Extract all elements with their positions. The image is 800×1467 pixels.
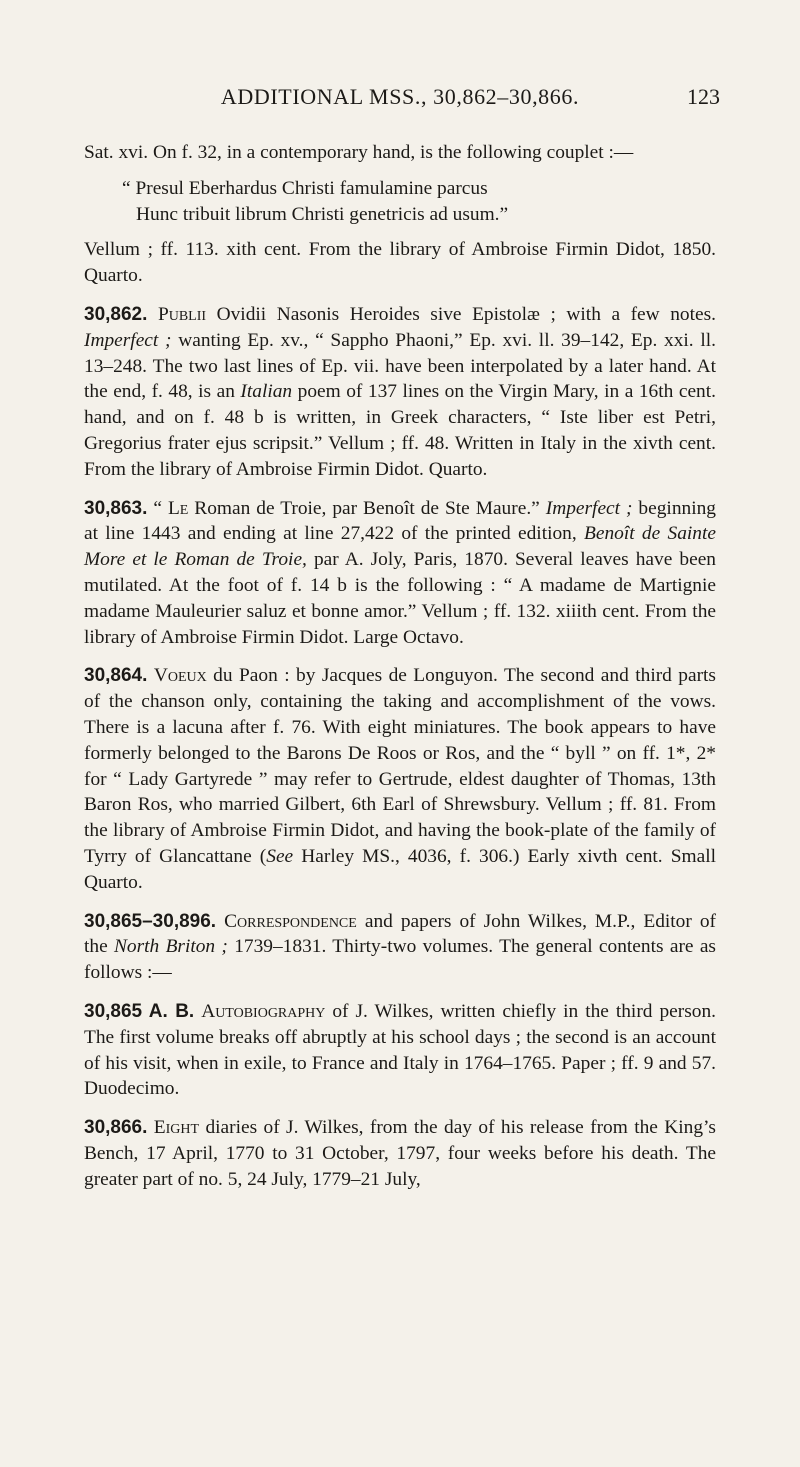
entry-lead-word: Publii bbox=[157, 303, 207, 325]
entry-lead-word: Autobiography bbox=[201, 1000, 326, 1022]
entry-italic-text: Italian bbox=[240, 381, 293, 403]
catalogue-entry bbox=[84, 496, 716, 651]
verse-couplet bbox=[122, 176, 716, 228]
catalogue-entry bbox=[84, 1115, 716, 1192]
entry-number: 30,864. bbox=[84, 665, 148, 687]
entry-italic-text: North Briton ; bbox=[114, 936, 228, 958]
entry-text: 1739–1831. Thirty-two volumes. The general contents are as follows :— bbox=[84, 936, 716, 984]
entry-lead-word: Correspondence bbox=[224, 910, 357, 932]
catalogue-entry bbox=[84, 302, 716, 483]
entry-text: beginning at line 1443 and ending at line 27,422 of the printed edition, bbox=[84, 497, 716, 545]
entry-lead-word: Voeux bbox=[153, 665, 207, 687]
entries-list bbox=[84, 302, 716, 1193]
header-title: ADDITIONAL MSS., 30,862–30,866. bbox=[220, 84, 580, 109]
entry-number: 30,863. bbox=[84, 497, 148, 519]
entry-italic-text: Benoît de Sainte More et le Roman de Troie, bbox=[84, 523, 716, 571]
entry-italic-text: Imperfect ; bbox=[545, 497, 633, 519]
verse-line: Hunc tribuit librum Christi genetricis ad usum.” bbox=[136, 203, 509, 225]
entry-text: Ovidii Nasonis Heroides sive Epistolæ ; with a few notes. bbox=[206, 303, 716, 325]
verse-line: “ Presul Eberhardus Christi famulamine parcus bbox=[122, 177, 488, 199]
catalogue-entry bbox=[84, 663, 716, 895]
entry-lead-word: Eight bbox=[153, 1117, 200, 1139]
intro-description: Vellum ; ff. 113. xith cent. From the library of Ambroise Firmin Didot, 1850. Quarto. bbox=[84, 239, 716, 287]
entry-text: du Paon : by Jacques de Longuyon. The second and third parts of the chanson only, containing the taking and accomplishment of the vows. There is a lacuna after f. 76. With eight miniatures. The book appears to have formerly belonged to the Barons De Roos or Ros, and the “ byll ” on ff. 1*, 2* for “ Lady Gartyrede ” may refer to Gertrude, eldest daughter of Thomas, 13th Baron Ros, who married Gilbert, 6th Earl of Shrewsbury. Vellum ; ff. 81. From the library of Ambroise Firmin Didot, and having the book-plate of the family of Tyrry of Glancattane ( bbox=[84, 665, 716, 867]
entry-text: Harley MS., 4036, f. 306.) Early xivth cent. Small Quarto. bbox=[84, 845, 716, 893]
entry-text: and papers of John Wilkes, M.P., Editor of the bbox=[84, 910, 716, 958]
entry-lead-word: “ Le bbox=[153, 497, 189, 519]
entry-number: 30,865 A. B. bbox=[84, 1000, 195, 1022]
entry-number: 30,865–30,896. bbox=[84, 910, 217, 932]
catalogue-entry bbox=[84, 999, 716, 1102]
entry-italic-text: See bbox=[266, 845, 294, 867]
entry-text: Roman de Troie, par Benoît de Ste Maure.” bbox=[188, 497, 546, 519]
catalogue-entry bbox=[84, 909, 716, 986]
intro-paragraph: Sat. xvi. On f. 32, in a contemporary hand, is the following couplet :— bbox=[84, 142, 634, 163]
running-header bbox=[0, 78, 800, 118]
entry-text: of J. Wilkes, written chiefly in the third person. The first volume breaks off abruptly at his school days ; the second is an account of his visit, when in exile, to France and Italy in 1764–1765. Paper ; ff. 9 and 57. Duodecimo. bbox=[84, 1000, 716, 1100]
document-body bbox=[84, 140, 716, 1205]
page-number: 123 bbox=[687, 84, 720, 109]
entry-number: 30,866. bbox=[84, 1117, 148, 1139]
entry-italic-text: Imperfect ; bbox=[84, 329, 172, 351]
entry-text: diaries of J. Wilkes, from the day of his release from the King’s Bench, 17 April, 1770 to 31 October, 1797, four weeks before his death. The greater part of no. 5, 24 July, 1779–21 July, bbox=[84, 1117, 716, 1190]
entry-text: poem of 137 lines on the Virgin Mary, in a 16th cent. hand, and on f. 48 b is written, in Greek characters, “ Iste liber est Petri, Gregorius frater ejus scripsit.” Vellum ; ff. 48. Written in Italy in the xivth cent. From the library of Ambroise Firmin Didot. Quarto. bbox=[84, 381, 716, 480]
entry-text: par A. Joly, Paris, 1870. Several leaves have been mutilated. At the foot of f. 14 b is the following : “ A madame de Martignie madame Mauleurier saluz et bonne amor.” Vellum ; ff. 132. xiiith cent. From the library of Ambroise Firmin Didot. Large Octavo. bbox=[84, 549, 716, 648]
entry-number: 30,862. bbox=[84, 303, 148, 325]
entry-text: wanting Ep. xv., “ Sappho Phaoni,” Ep. xvi. ll. 39–142, Ep. xxi. ll. 13–248. The two last lines of Ep. vii. have been interpolated by a later hand. At the end, f. 48, is an bbox=[84, 329, 716, 403]
